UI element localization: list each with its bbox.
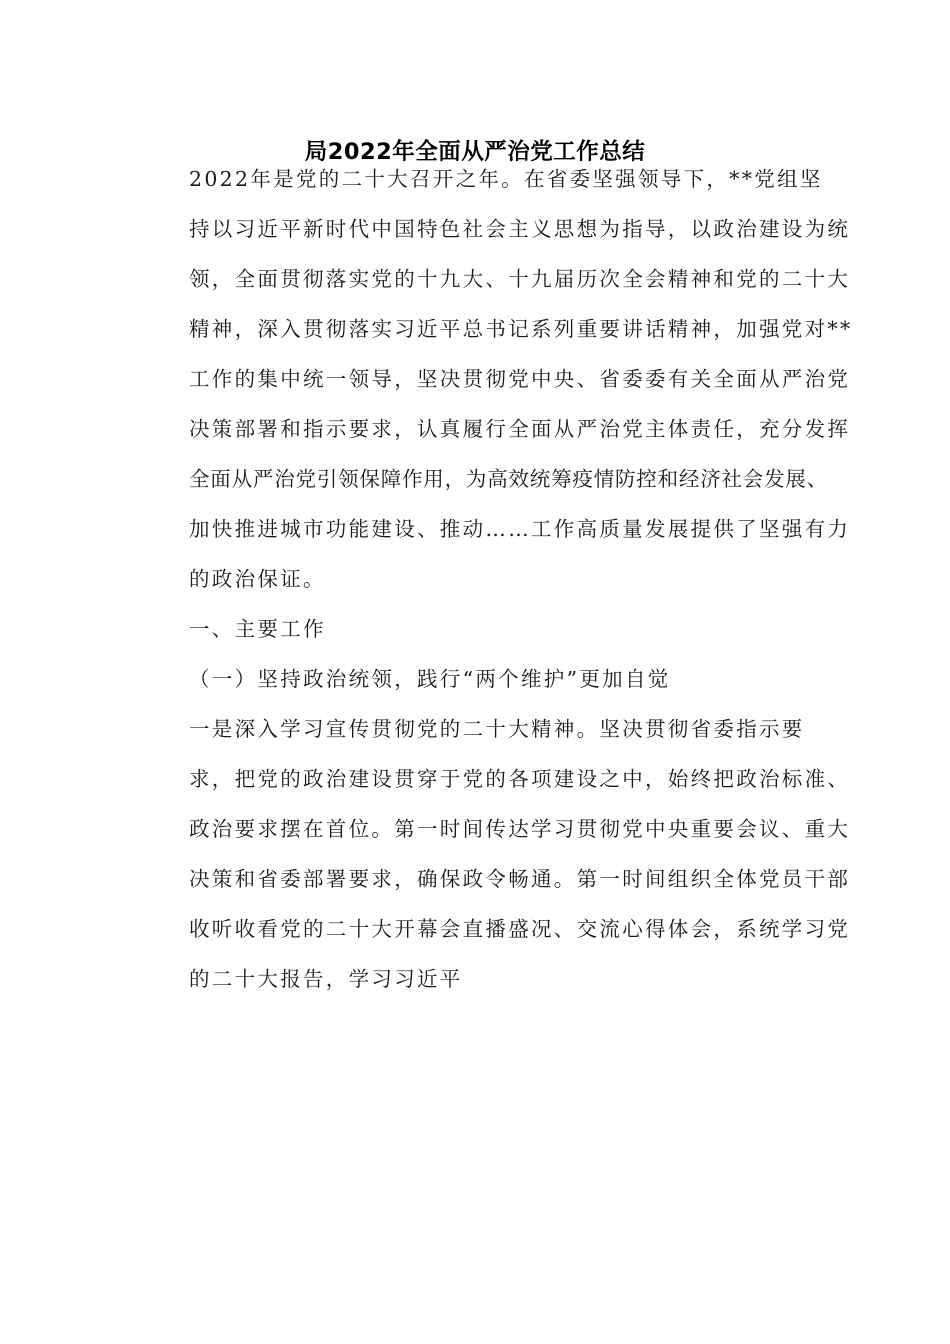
text-line: 加快推进城市功能建设、推动……工作高质量发展提供了坚强有力 bbox=[189, 517, 851, 541]
text-line: 一是深入学习宣传贯彻党的二十大精神。坚决贯彻省委指示要 bbox=[189, 717, 805, 741]
intro-paragraph bbox=[145, 154, 853, 604]
text-line: 政治要求摆在首位。第一时间传达学习贯彻党中央重要会议、重大 bbox=[189, 817, 851, 841]
text-line: 精神，深入贯彻落实习近平总书记系列重要讲话精神，加强党对** bbox=[189, 317, 853, 341]
document-title: 局2022年全面从严治党工作总结 bbox=[304, 139, 646, 165]
document-body bbox=[145, 154, 853, 1004]
text-line: 领，全面贯彻落实党的十九大、十九届历次全会精神和党的二十大 bbox=[189, 267, 851, 291]
text-line: （一）坚持政治统领，践行“两个维护”更加自觉 bbox=[189, 667, 671, 691]
text-line: 2022年是党的二十大召开之年。在省委坚强领导下，**党组坚 bbox=[189, 167, 823, 191]
text-line: 收听收看党的二十大开幕会直播盛况、交流心得体会，系统学习党 bbox=[189, 917, 851, 941]
section-heading bbox=[145, 604, 835, 654]
text-line: 一、主要工作 bbox=[189, 617, 326, 641]
text-line: 持以习近平新时代中国特色社会主义思想为指导，以政治建设为统 bbox=[189, 217, 851, 241]
text-line: 决策和省委部署要求，确保政令畅通。第一时间组织全体党员干部 bbox=[189, 867, 851, 891]
text-line: 工作的集中统一领导，坚决贯彻党中央、省委委有关全面从严治党 bbox=[189, 367, 851, 391]
text-line: 的二十大报告，学习习近平 bbox=[189, 967, 463, 991]
subsection-heading bbox=[145, 654, 835, 704]
text-line: 决策部署和指示要求，认真履行全面从严治党主体责任，充分发挥 bbox=[189, 417, 851, 441]
text-line: 的政治保证。 bbox=[189, 567, 326, 591]
body-paragraph bbox=[145, 704, 851, 1004]
text-line: 全面从严治党引领保障作用，为高效统筹疫情防控和经济社会发展、 bbox=[189, 467, 828, 491]
text-line: 求，把党的政治建设贯穿于党的各项建设之中，始终把政治标准、 bbox=[189, 767, 851, 791]
